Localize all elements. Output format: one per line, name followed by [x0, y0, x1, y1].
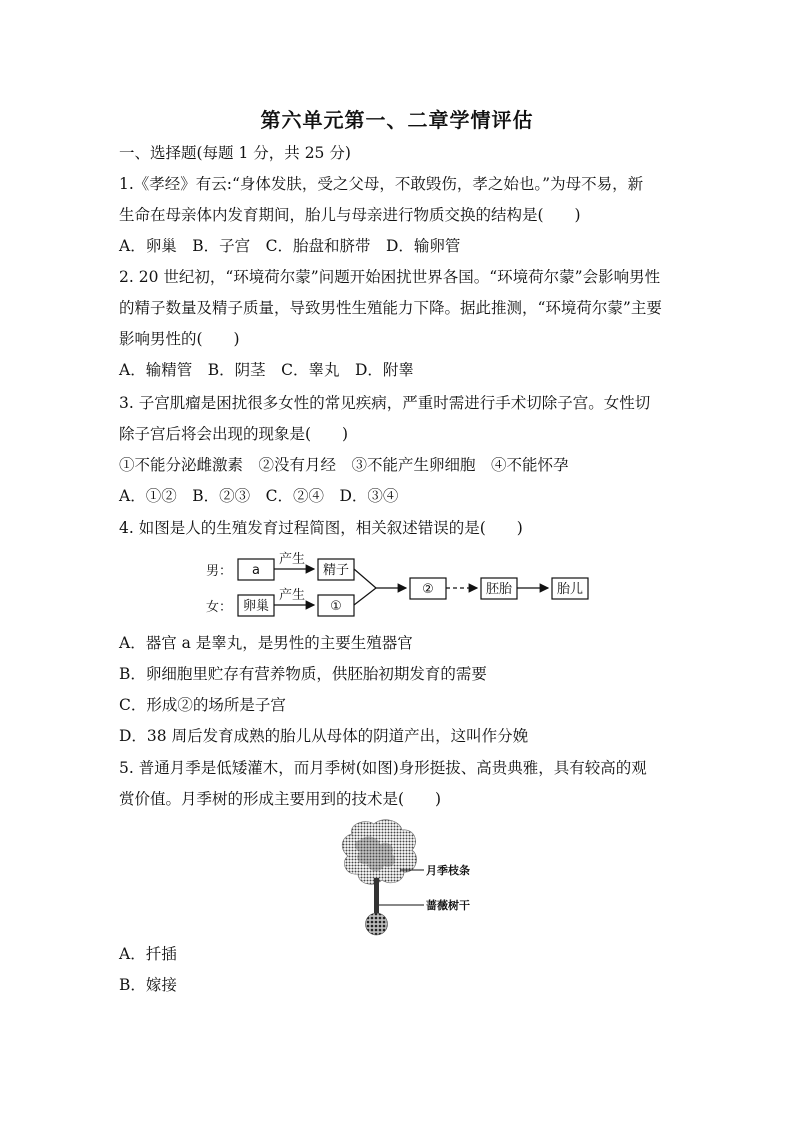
- q2-options: A．输精管 B．阴茎 C．睾丸 D．附睾: [119, 361, 414, 379]
- q3-stem-line2: 除子宫后将会出现的现象是( ): [119, 425, 349, 443]
- page-title: 第六单元第一、二章学情评估: [260, 108, 534, 132]
- q4-option-c: C．形成②的场所是子宫: [119, 696, 286, 714]
- q5-option-a: A．扦插: [119, 945, 177, 963]
- converge-line-bottom: [354, 588, 376, 605]
- converge-line-top: [354, 569, 376, 588]
- section-heading: 一、选择题(每题 1 分，共 25 分): [119, 144, 351, 162]
- rose-tree-figure: [330, 816, 490, 942]
- q1-stem-line1: 1.《孝经》有云:“身体发肤，受之父母，不敢毁伤，孝之始也。”为母不易，新: [119, 175, 644, 193]
- q4-stem: 4. 如图是人的生殖发育过程简图，相关叙述错误的是( ): [119, 519, 523, 537]
- rose-trunk-icon: [366, 878, 388, 935]
- q2-stem-line2: 的精子数量及精子质量，导致男性生殖能力下降。据此推测，“环境荷尔蒙”主要: [119, 299, 662, 317]
- fetus-label: 胎儿: [556, 582, 584, 597]
- q5-option-b: B．嫁接: [119, 976, 177, 994]
- cell-2-label: ②: [422, 582, 434, 597]
- q5-stem-line2: 赏价值。月季树的形成主要用到的技术是( ): [119, 790, 442, 808]
- reproduction-flow-diagram: [196, 548, 596, 628]
- male-label: 男：: [206, 564, 233, 579]
- q4-option-d: D．38 周后发育成熟的胎儿从母体的阴道产出，这叫作分娩: [119, 727, 529, 745]
- q4-option-a: A．器官 a 是睾丸，是男性的主要生殖器官: [119, 634, 413, 652]
- q2-stem-line3: 影响男性的( ): [119, 330, 240, 348]
- label-rosa-trunk: 蔷薇树干: [426, 899, 470, 912]
- q1-options: A．卵巢 B．子宫 C．胎盘和脐带 D．输卵管: [119, 237, 461, 255]
- label-rose-branch: 月季枝条: [426, 864, 470, 877]
- q3-options: A．①② B．②③ C．②④ D．③④: [119, 487, 399, 505]
- produce-label-top: 产生: [278, 552, 306, 567]
- q1-stem-line2: 生命在母亲体内发育期间，胎儿与母亲进行物质交换的结构是( ): [119, 206, 581, 224]
- embryo-label: 胚胎: [485, 582, 513, 597]
- q3-statements: ①不能分泌雌激素 ②没有月经 ③不能产生卵细胞 ④不能怀孕: [119, 456, 569, 474]
- rose-canopy-icon: [342, 820, 416, 885]
- ovary-label: 卵巢: [242, 599, 270, 614]
- female-label: 女：: [206, 600, 233, 615]
- q3-stem-line1: 3. 子宫肌瘤是困扰很多女性的常见疾病，严重时需进行手术切除子宫。女性切: [119, 394, 651, 412]
- sperm-label: 精子: [322, 563, 350, 578]
- cell-1-label: ①: [330, 599, 342, 614]
- q5-stem-line1: 5. 普通月季是低矮灌木，而月季树(如图)身形挺拔、高贵典雅，具有较高的观: [119, 759, 647, 777]
- q2-stem-line1: 2. 20 世纪初，“环境荷尔蒙”问题开始困扰世界各国。“环境荷尔蒙”会影响男性: [119, 268, 661, 286]
- q4-option-b: B．卵细胞里贮存有营养物质，供胚胎初期发育的需要: [119, 665, 487, 683]
- produce-label-bottom: 产生: [278, 588, 306, 603]
- organ-a-label: a: [252, 563, 260, 578]
